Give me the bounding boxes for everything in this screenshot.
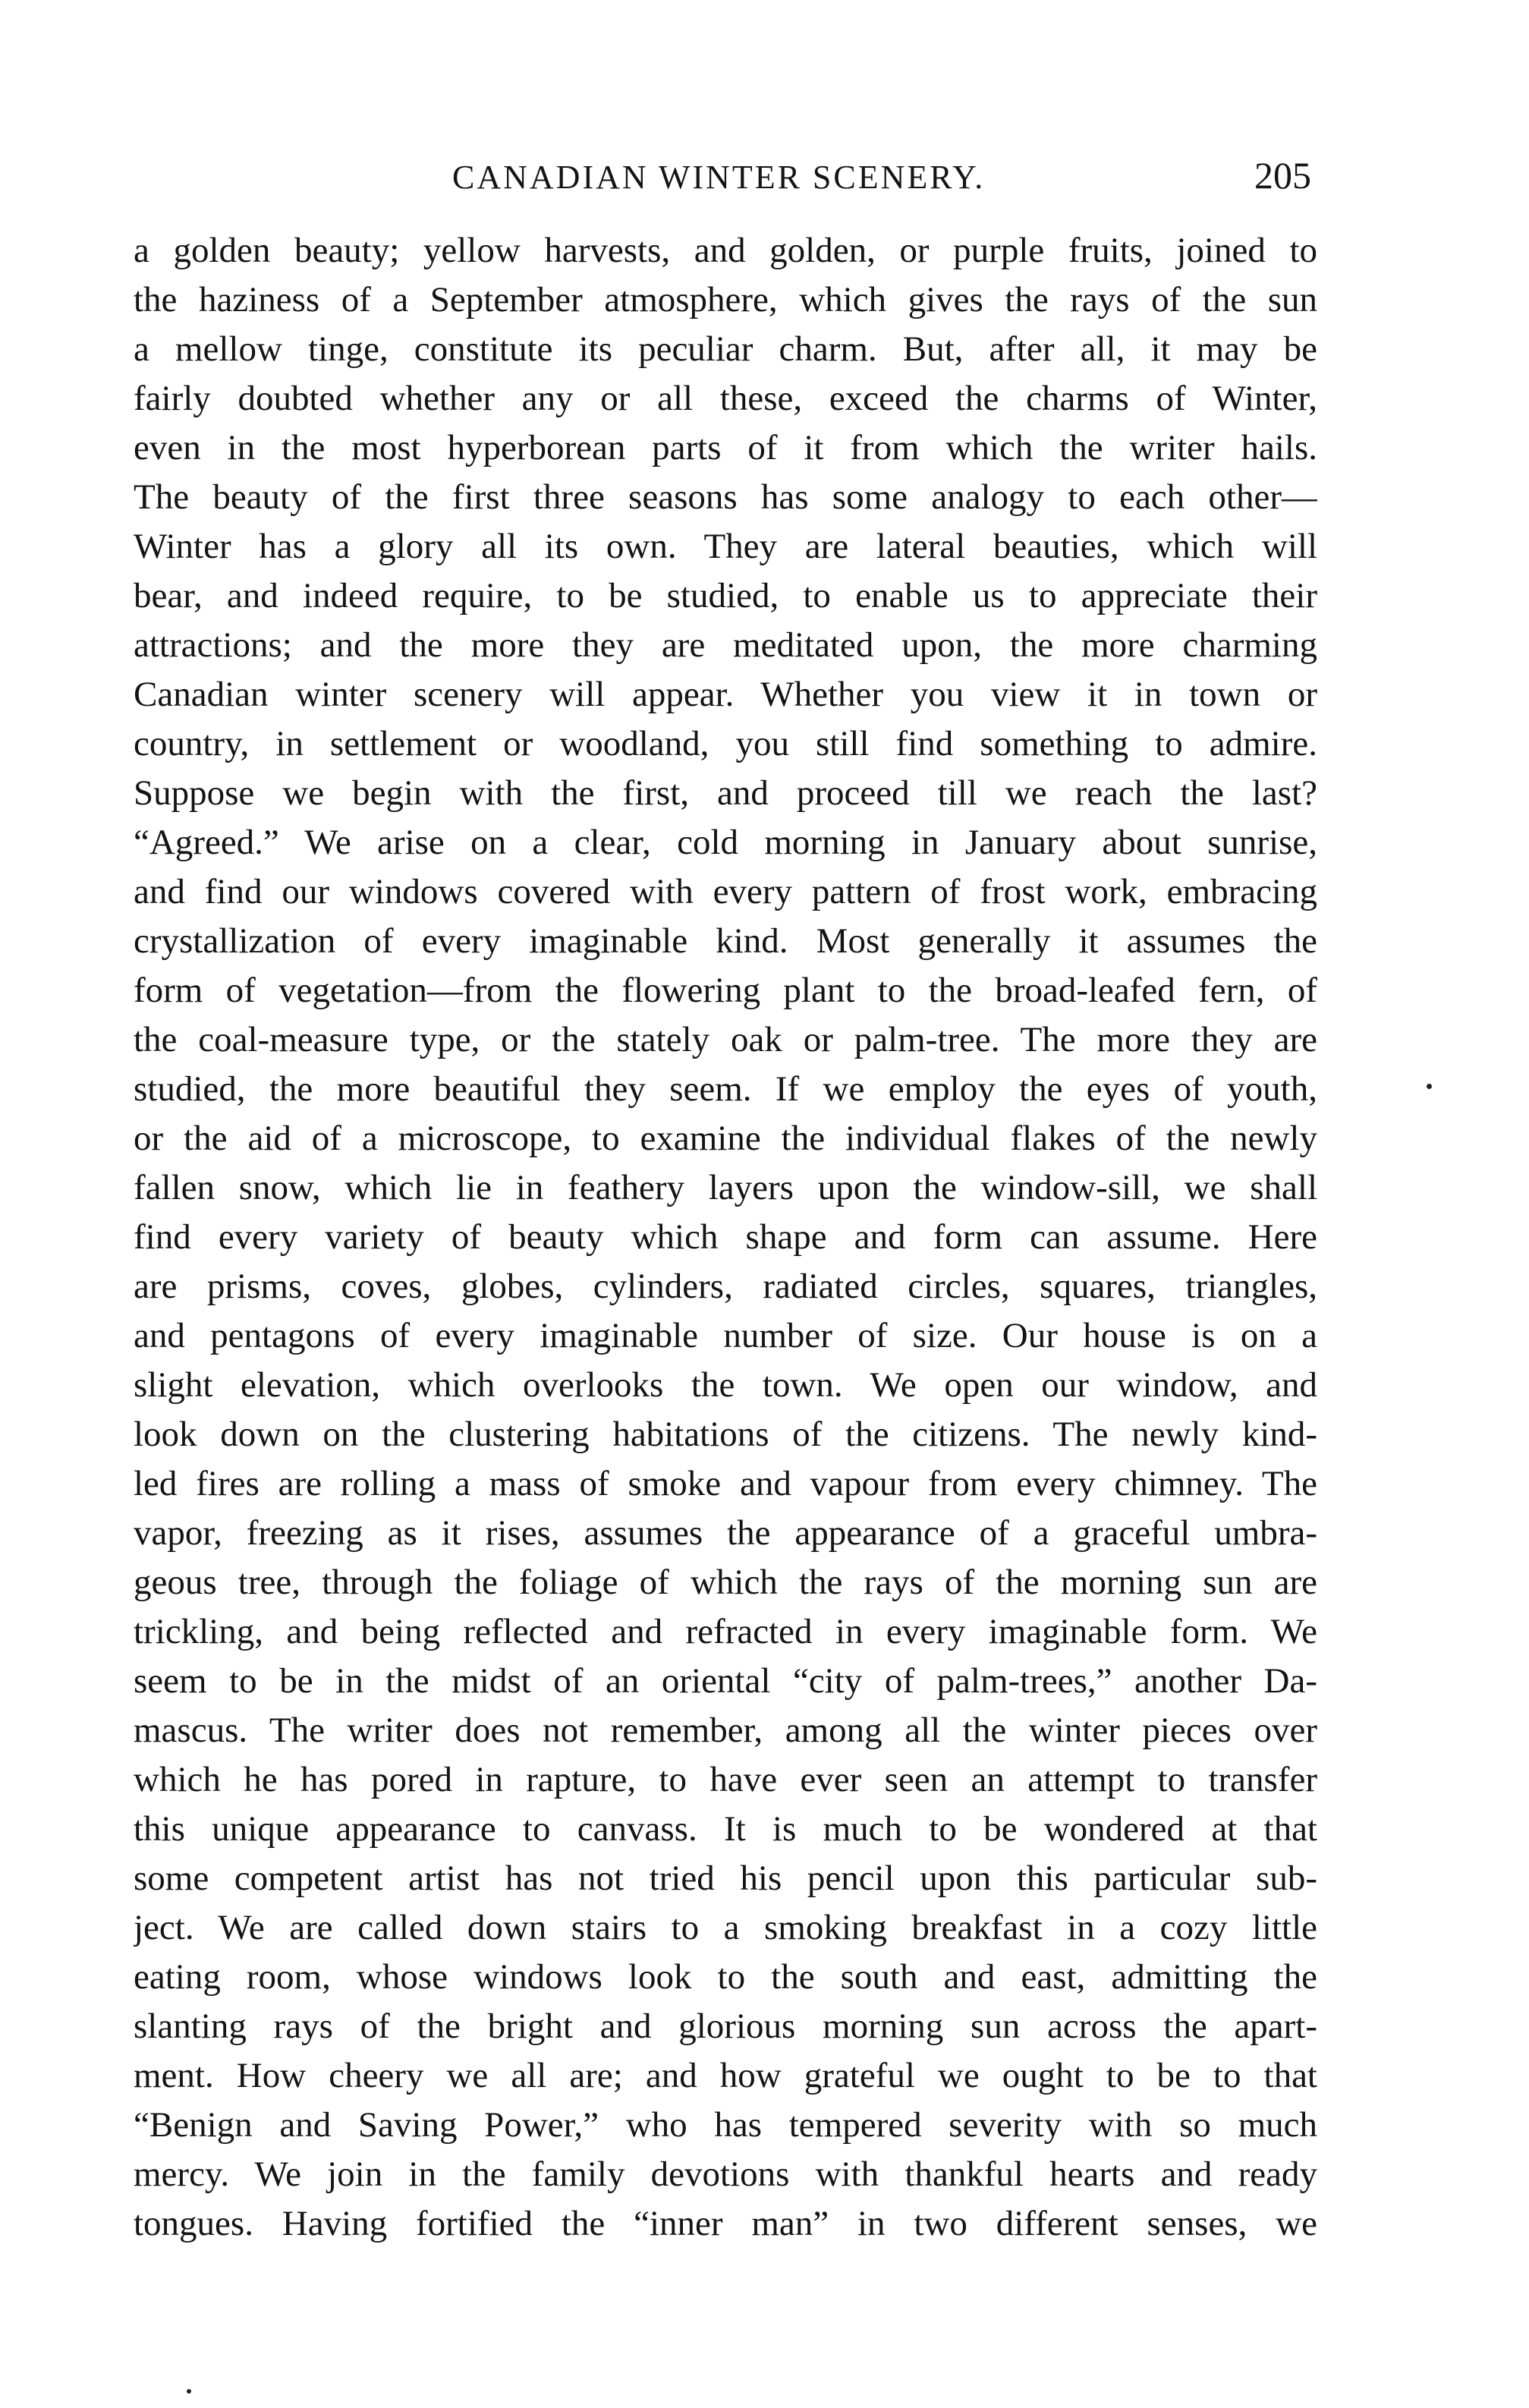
text-line: and find our windows covered with every pattern of frost work, embracing bbox=[134, 872, 1317, 911]
text-line: slight elevation, which overlooks the town. We open our window, and bbox=[134, 1365, 1317, 1405]
text-line: crystallization of every imaginable kind. Most generally it assumes the bbox=[134, 921, 1317, 961]
text-line: this unique appearance to canvass. It is much to be wondered at that bbox=[134, 1809, 1317, 1849]
text-line: bear, and indeed require, to be studied, to enable us to appreciate their bbox=[134, 576, 1317, 615]
text-line: trickling, and being reflected and refracted in every imaginable form. We bbox=[134, 1612, 1317, 1651]
text-line: attractions; and the more they are meditated upon, the more charming bbox=[134, 625, 1317, 665]
text-line: or the aid of a microscope, to examine the individual flakes of the newly bbox=[134, 1119, 1317, 1158]
text-line: fallen snow, which lie in feathery layers upon the window-sill, we shall bbox=[134, 1168, 1317, 1207]
text-line: led fires are rolling a mass of smoke and vapour from every chimney. The bbox=[134, 1464, 1317, 1503]
text-line: slanting rays of the bright and glorious morning sun across the apart- bbox=[134, 2007, 1317, 2046]
text-line: which he has pored in rapture, to have ever seen an attempt to transfer bbox=[134, 1760, 1317, 1799]
text-line: country, in settlement or woodland, you still find something to admire. bbox=[134, 724, 1317, 763]
text-line: “Benign and Saving Power,” who has tempered severity with so much bbox=[134, 2105, 1317, 2145]
text-line: the coal-measure type, or the stately oak or palm-tree. The more they are bbox=[134, 1020, 1317, 1059]
text-line: some competent artist has not tried his pencil upon this particular sub- bbox=[134, 1859, 1317, 1898]
page-number: 205 bbox=[1254, 154, 1311, 197]
page-header bbox=[134, 154, 1317, 211]
text-line: ject. We are called down stairs to a smoking breakfast in a cozy little bbox=[134, 1908, 1317, 1947]
text-line: tongues. Having fortified the “inner man” in two different senses, we bbox=[134, 2204, 1317, 2243]
text-line: “Agreed.” We arise on a clear, cold morning in January about sunrise, bbox=[134, 823, 1317, 862]
text-line: are prisms, coves, globes, cylinders, radiated circles, squares, triangles, bbox=[134, 1267, 1317, 1306]
text-line: studied, the more beautiful they seem. If we employ the eyes of youth, bbox=[134, 1069, 1317, 1109]
text-line: seem to be in the midst of an oriental “city of palm-trees,” another Da- bbox=[134, 1661, 1317, 1701]
text-line: geous tree, through the foliage of which the rays of the morning sun are bbox=[134, 1563, 1317, 1602]
text-line: even in the most hyperborean parts of it from which the writer hails. bbox=[134, 428, 1317, 467]
text-line: a golden beauty; yellow harvests, and golden, or purple fruits, joined to bbox=[134, 231, 1317, 270]
scan-speck bbox=[187, 2389, 191, 2394]
text-line: find every variety of beauty which shape and form can assume. Here bbox=[134, 1217, 1317, 1257]
text-line: The beauty of the first three seasons has some analogy to each other— bbox=[134, 477, 1317, 517]
text-line: eating room, whose windows look to the south and east, admitting the bbox=[134, 1957, 1317, 1997]
running-head: CANADIAN WINTER SCENERY. bbox=[452, 159, 986, 196]
body-text bbox=[134, 226, 1317, 2249]
text-line: fairly doubted whether any or all these, exceed the charms of Winter, bbox=[134, 379, 1317, 418]
text-line: vapor, freezing as it rises, assumes the appearance of a graceful umbra- bbox=[134, 1513, 1317, 1553]
text-line: the haziness of a September atmosphere, which gives the rays of the sun bbox=[134, 280, 1317, 319]
scan-speck bbox=[1427, 1084, 1432, 1089]
text-line: Canadian winter scenery will appear. Whether you view it in town or bbox=[134, 675, 1317, 714]
text-line: mercy. We join in the family devotions with thankful hearts and ready bbox=[134, 2155, 1317, 2194]
text-line: mascus. The writer does not remember, among all the winter pieces over bbox=[134, 1711, 1317, 1750]
text-line: Winter has a glory all its own. They are lateral beauties, which will bbox=[134, 527, 1317, 566]
text-line: form of vegetation—from the flowering plant to the broad-leafed fern, of bbox=[134, 971, 1317, 1010]
text-line: look down on the clustering habitations of the citizens. The newly kind- bbox=[134, 1415, 1317, 1454]
text-line: a mellow tinge, constitute its peculiar charm. But, after all, it may be bbox=[134, 329, 1317, 369]
text-line: and pentagons of every imaginable number of size. Our house is on a bbox=[134, 1316, 1317, 1355]
text-line: Suppose we begin with the first, and proceed till we reach the last? bbox=[134, 773, 1317, 813]
text-line: ment. How cheery we all are; and how grateful we ought to be to that bbox=[134, 2056, 1317, 2095]
